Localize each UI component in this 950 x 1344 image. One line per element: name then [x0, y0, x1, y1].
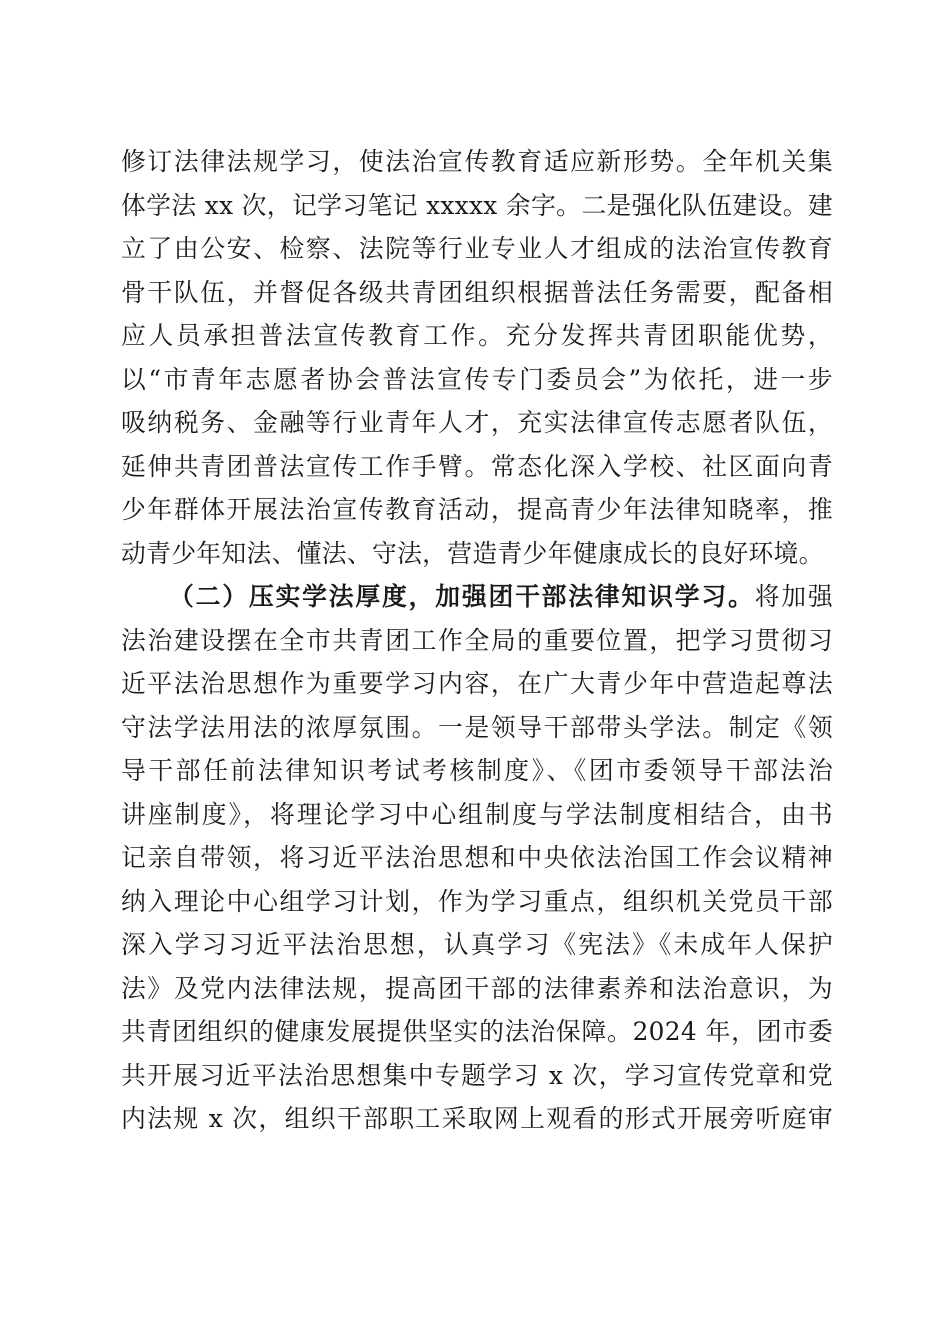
text-line: 延伸共青团普法宣传工作手臂。常态化深入学校、社区面向青 [121, 451, 833, 481]
text-line: 共青团组织的健康发展提供坚实的法治保障。2024 年，团市委 [121, 1017, 833, 1046]
text-fragment: 将加强 [754, 582, 833, 611]
paragraph-2 [121, 575, 833, 1141]
document-body [121, 140, 833, 1141]
text-line: 导干部任前法律知识考试考核制度》、《团市委领导干部法治 [121, 756, 833, 785]
text-line: 法》及党内法律法规，提高团干部的法律素养和法治意识，为 [121, 973, 833, 1003]
text-line: 记亲自带领，将习近平法治思想和中央依法治国工作会议精神 [121, 843, 833, 872]
text-line: 纳入理论中心组学习计划，作为学习重点，组织机关党员干部 [121, 886, 833, 916]
text-line: 共开展习近平法治思想集中专题学习 x 次，学习宣传党章和党 [121, 1060, 833, 1090]
text-line: 体学法 xx 次，记学习笔记 xxxxx 余字。二是强化队伍建设。建 [121, 190, 833, 220]
text-line: 立了由公安、检察、法院等行业专业人才组成的法治宣传教育 [121, 234, 833, 263]
text-line: 修订法律法规学习，使法治宣传教育适应新形势。全年机关集 [121, 147, 833, 176]
text-line: 以“市青年志愿者协会普法宣传专门委员会”为依托，进一步 [121, 364, 833, 394]
text-line: 讲座制度》，将理论学习中心组制度与学法制度相结合，由书 [121, 799, 833, 829]
text-line: 法治建设摆在全市共青团工作全局的重要位置，把学习贯彻习 [121, 625, 833, 655]
text-line: 应人员承担普法宣传教育工作。充分发挥共青团职能优势， [121, 321, 833, 350]
text-line: 近平法治思想作为重要学习内容，在广大青少年中营造起尊法 [121, 669, 833, 698]
text-line: 内法规 x 次，组织干部职工采取网上观看的形式开展旁听庭审 [121, 1104, 833, 1133]
text-line: 骨干队伍，并督促各级共青团组织根据普法任务需要，配备相 [121, 277, 833, 307]
text-line: 动青少年知法、懂法、守法，营造青少年健康成长的良好环境。 [121, 538, 824, 568]
paragraph-1 [121, 140, 833, 575]
paragraph-2-first-line [121, 575, 833, 619]
text-line: 深入学习习近平法治思想，认真学习《宪法》《未成年人保护 [121, 930, 833, 959]
section-heading: （二）压实学法厚度，加强团干部法律知识学习。 [169, 582, 755, 611]
text-line: 少年群体开展法治宣传教育活动，提高青少年法律知晓率，推 [121, 495, 833, 524]
text-line: 守法学法用法的浓厚氛围。一是领导干部带头学法。制定《领 [121, 712, 833, 742]
text-line: 吸纳税务、金融等行业青年人才，充实法律宣传志愿者队伍， [121, 408, 833, 437]
